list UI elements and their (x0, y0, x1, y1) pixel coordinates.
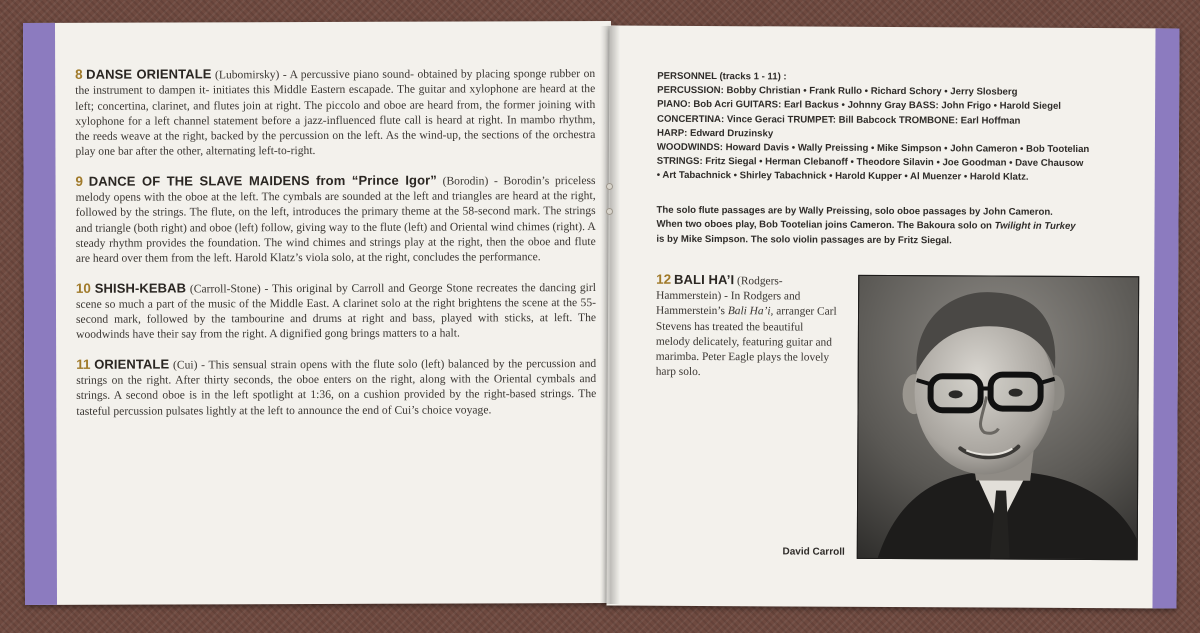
track-number: 9 (75, 173, 84, 189)
personnel-line: CONCERTINA: Vince Geraci TRUMPET: Bill Babcock TROMBONE: Earl Hoffman (657, 113, 1021, 127)
staple-hole (606, 208, 613, 215)
portrait-photo (857, 275, 1139, 560)
track-description: - This original by Carroll and George Stone recreates the dancing girl scene so much a part of the music of the Middle East. A clarinet solo at the right brightens the scene at the 55-second mark, followed by the tambourine and drums at right and bass, played with sticks, at left. The woodwinds have their say from the right. A dignified gong brings matters to a halt. (75, 280, 597, 342)
track-composer: (Cui) (172, 358, 198, 372)
booklet-spine-fold (600, 26, 620, 604)
solo-credit-text: When two oboes play, Bob Tootelian joins Cameron. The Bakoura solo on (656, 219, 995, 232)
track-description: - In Rodgers and Hammerstein’s (655, 290, 801, 318)
personnel-heading: PERSONNEL (tracks 1 - 11) : (657, 70, 787, 83)
solo-credits (656, 204, 1136, 250)
track-number: 11 (76, 356, 91, 372)
track-title: BALI HA’I (674, 271, 735, 288)
track-number: 8 (75, 66, 83, 82)
track-title: DANCE OF THE SLAVE MAIDENS from “Prince Igor” (88, 172, 437, 189)
track-note-8 (75, 65, 595, 160)
track-description-cont: arranger Carl Stevens has treated the beautiful melody delicately, featuring guitar and marimba. Peter Eagle plays the lovely harp solo. (655, 305, 837, 379)
track-note-12 (656, 272, 839, 381)
track-description: - This sensual strain opens with the flute solo (left) balanced by the percussion and strings on the right. After thirty seconds, the oboe enters on the right, along with the Oriental cymbals and strings. A second oboe is in the left spotlight at 1:36, on a cushion provided by the right-based strings. The tasteful percussion pulsates lightly at the left to announce the end of Cui’s choice voyage. (76, 356, 597, 418)
personnel-line: STRINGS: Fritz Siegal • Herman Clebanoff • Theodore Silavin • Joe Goodman • Dave Chausow (656, 155, 1084, 170)
booklet-right-page (606, 26, 1179, 609)
personnel-line: • Art Tabachnick • Shirley Tabachnick • Harold Kupper • Al Muenzer • Harold Klatz. (656, 170, 1029, 184)
track-note-11 (76, 355, 596, 419)
track-composer: (Borodin) (442, 174, 489, 188)
track-notes (75, 65, 596, 433)
song-title-italic: Twilight in Turkey (994, 220, 1076, 233)
right-purple-band (1152, 28, 1179, 608)
track-description: - Borodin’s priceless melody opens with the oboe at the left. The cymbals are sounded at the left and triangles are heard at the right, followed by the strings. The flute, on the left, introduces the primary theme at the 58-second mark. The strings and triangle (both right) and oboe (left) follow, giving way to the flute (left) and Oriental wind chimes (right). A steady rhythm provides the foundation. The wind chimes and strings play at the right, then the oboe and flute are heard over them from the left. Harold Klatz’s viola solo, at the right, concludes the performance. (75, 173, 596, 266)
track-description: - A percussive piano sound- obtained by placing sponge rubber on the instrument to dampen it- initiates this Middle Eastern escapade. The guitar and xylophone are heard at the left; concertina, clarinet, and flutes join at right. The piccolo and oboe are heard from, the former joining with xylophone for a left channel statement before a jazz-influenced flute call is heard at right. In mambo rhythm, the reeds weave at the right, backed by the percussion on the left. As the wind-up, the sections of the orchestra play one bar after the other, alternating left-to-right. (75, 67, 596, 159)
personnel-list (657, 70, 1138, 186)
track-number: 10 (75, 280, 91, 296)
personnel-line: WOODWINDS: Howard Davis • Wally Preissing • Mike Simpson • John Cameron • Bob Tootelian (656, 141, 1090, 156)
track-note-9 (76, 172, 596, 267)
personnel-line: PERCUSSION: Bobby Christian • Frank Rullo • Richard Schory • Jerry Slosberg (657, 84, 1018, 98)
left-purple-band (23, 23, 57, 605)
staple-hole (606, 183, 613, 190)
track-title: SHISH-KEBAB (94, 280, 187, 296)
track-composer: (Lubomirsky) (214, 68, 280, 82)
personnel-line: HARP: Edward Druzinsky (656, 127, 774, 140)
song-title-italic: Bali Ha’i, (727, 305, 774, 318)
solo-credit-line: The solo flute passages are by Wally Preissing, solo oboe passages by John Cameron. (656, 204, 1053, 218)
track-title: ORIENTALE (94, 356, 170, 372)
portrait-illustration (858, 276, 1138, 559)
track-composer: (Carroll-Stone) (189, 281, 261, 296)
track-note-10 (76, 279, 596, 343)
solo-credit-line: is by Mike Simpson. The solo violin passages are by Fritz Siegal. (656, 233, 952, 247)
personnel-line: PIANO: Bob Acri GUITARS: Earl Backus • Johnny Gray BASS: John Frigo • Harold Siegel (657, 99, 1061, 113)
track-number: 12 (656, 271, 672, 287)
photo-caption: David Carroll (782, 546, 845, 558)
track-composer: (Rodgers-Hammerstein) (656, 275, 783, 303)
booklet-left-page (23, 21, 613, 605)
track-title: DANSE ORIENTALE (86, 66, 212, 82)
